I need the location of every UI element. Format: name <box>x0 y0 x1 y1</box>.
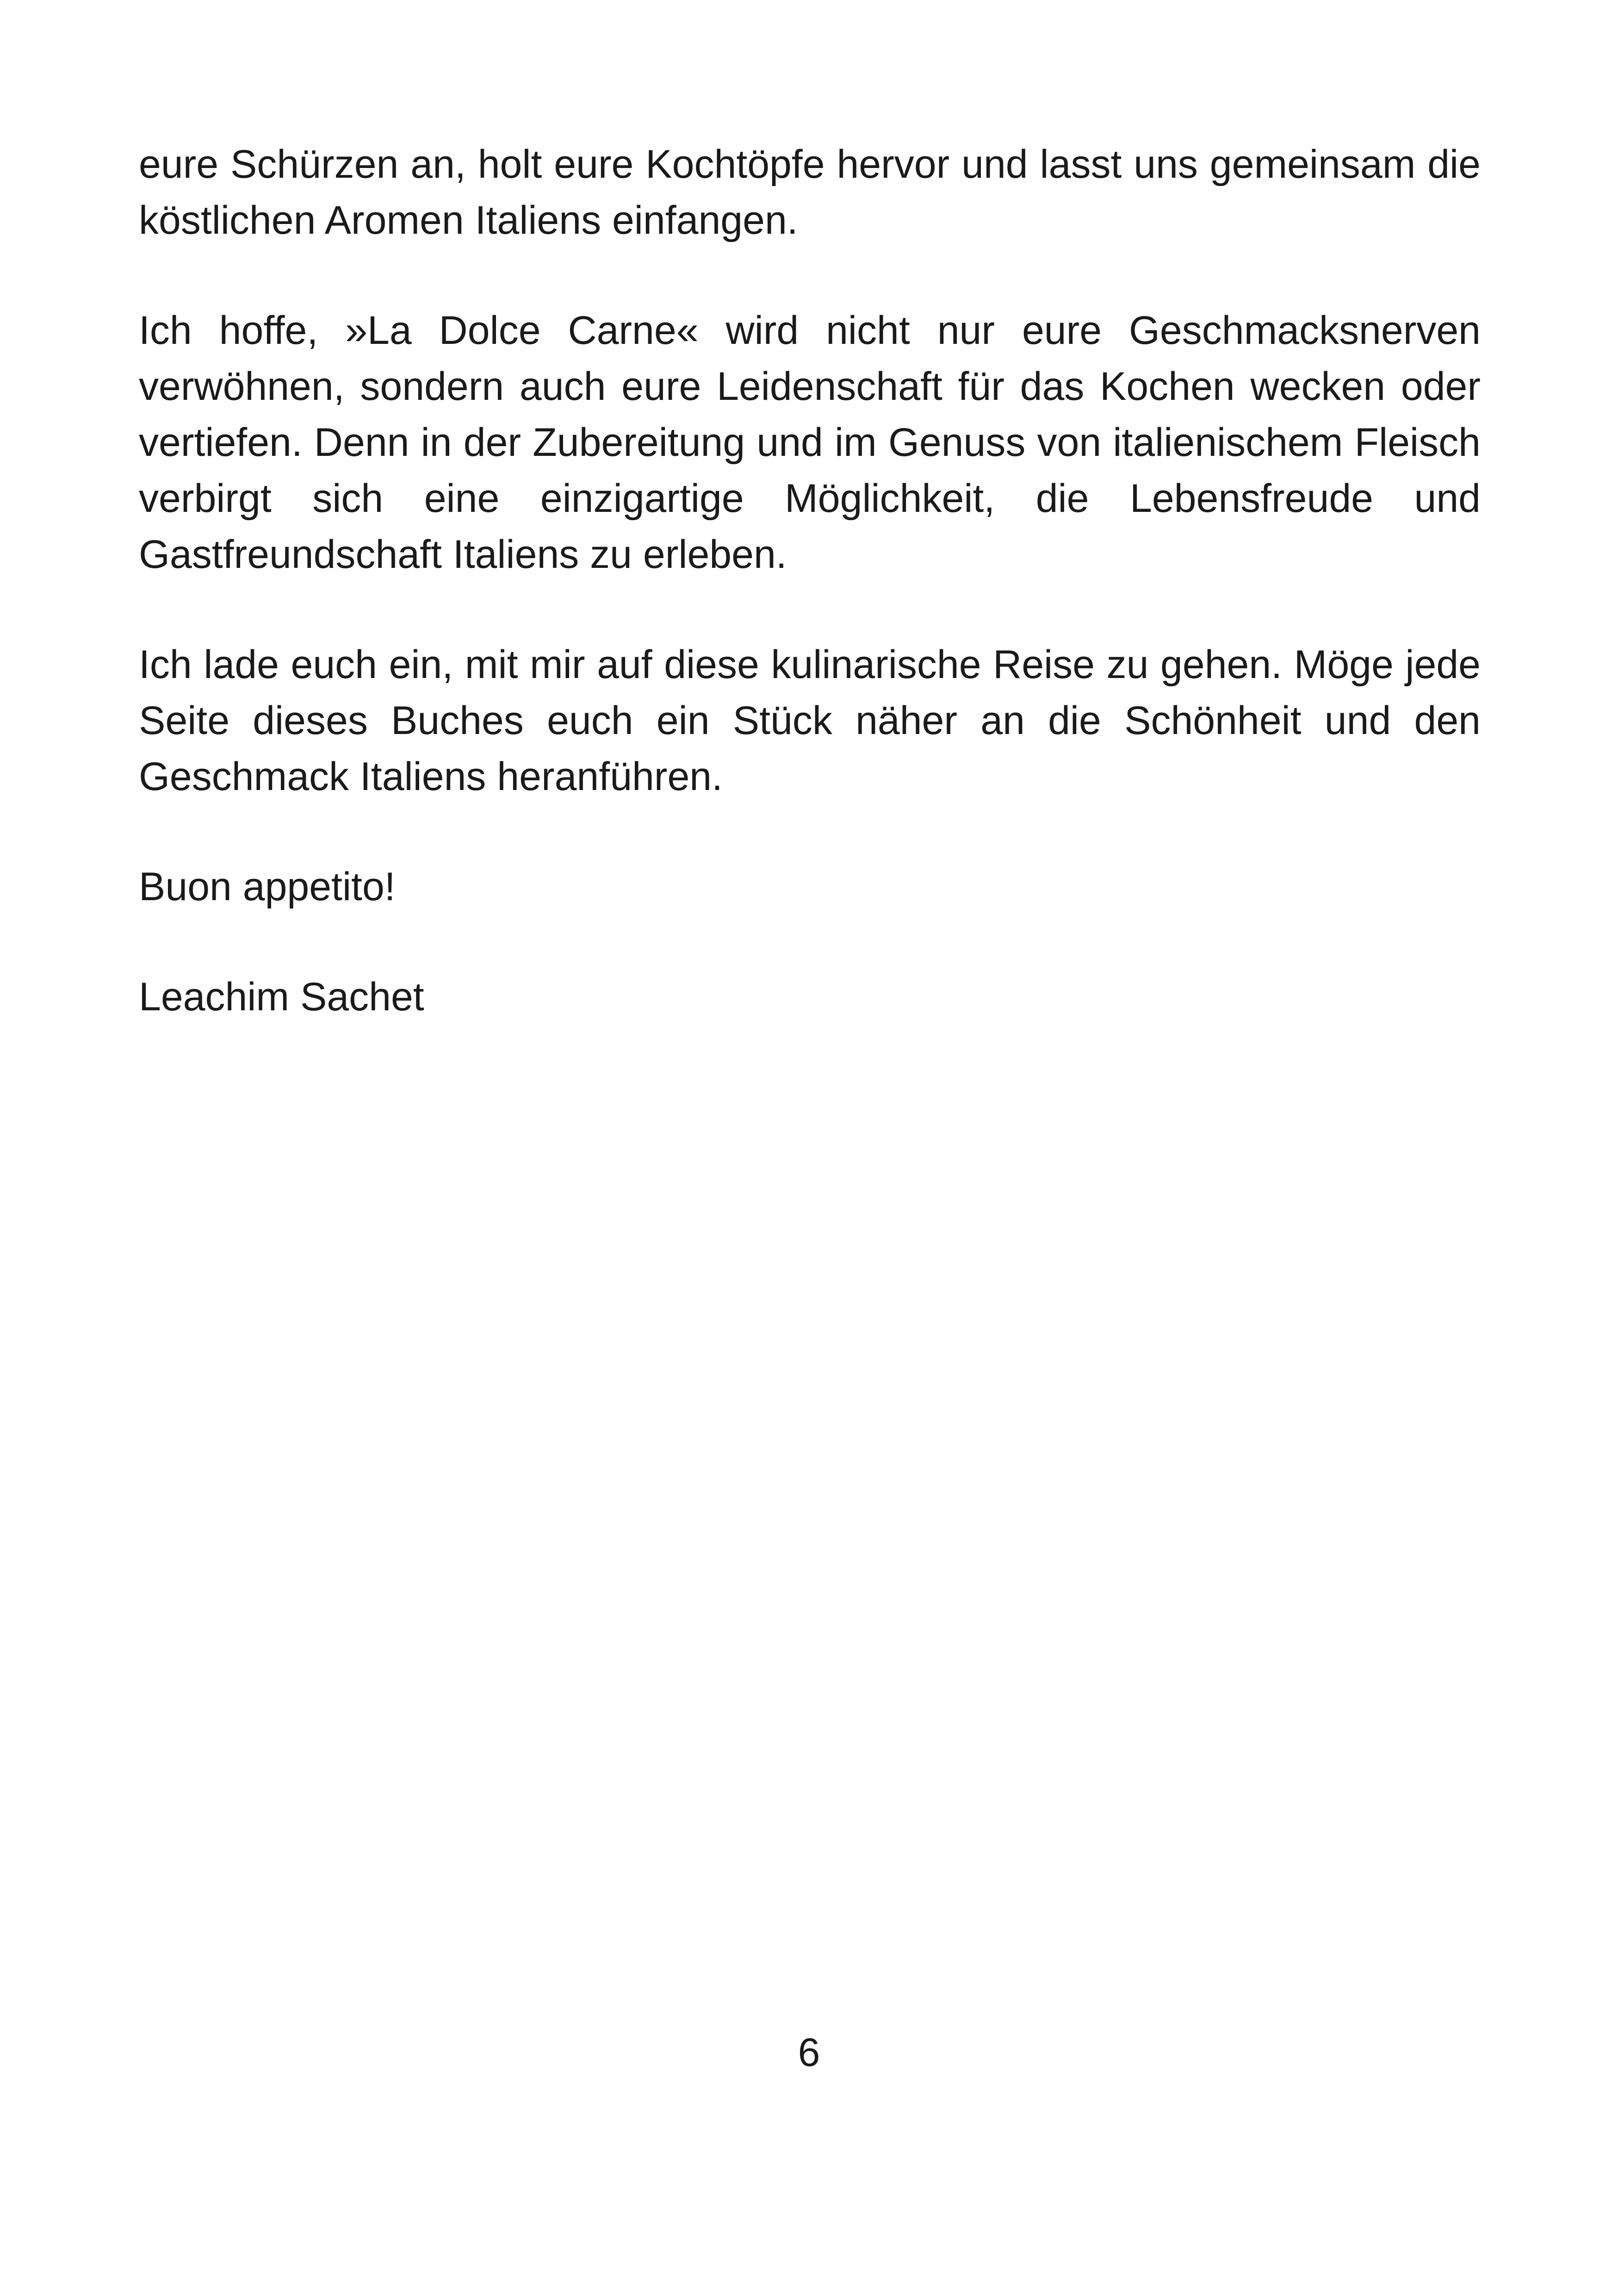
body-text <box>139 137 1481 1025</box>
paragraph-1: eure Schürzen an, holt eure Kochtöpfe hervor und lasst uns gemeinsam die köstlichen Aromen Italiens einfangen. <box>139 142 1481 243</box>
page-number: 6 <box>798 2030 820 2075</box>
author-signature: Leachim Sachet <box>139 975 424 1019</box>
paragraph-2: Ich hoffe, »La Dolce Carne« wird nicht nur eure Geschmacksnerven verwöhnen, sondern auch eure Leidenschaft für das Kochen wecken oder vertiefen. Denn in der Zubereitung und im Genuss von italienischem Fleisch verbirgt sich eine einzigartige Möglichkeit, die Lebensfreude und Gastfreundschaft Italiens zu erleben. <box>139 308 1481 577</box>
closing-line: Buon appetito! <box>139 865 396 909</box>
paragraph-3: Ich lade euch ein, mit mir auf diese kulinarische Reise zu gehen. Möge jede Seite dieses Buches euch ein Stück näher an die Schönheit und den Geschmack Italiens heranführen. <box>139 642 1481 799</box>
